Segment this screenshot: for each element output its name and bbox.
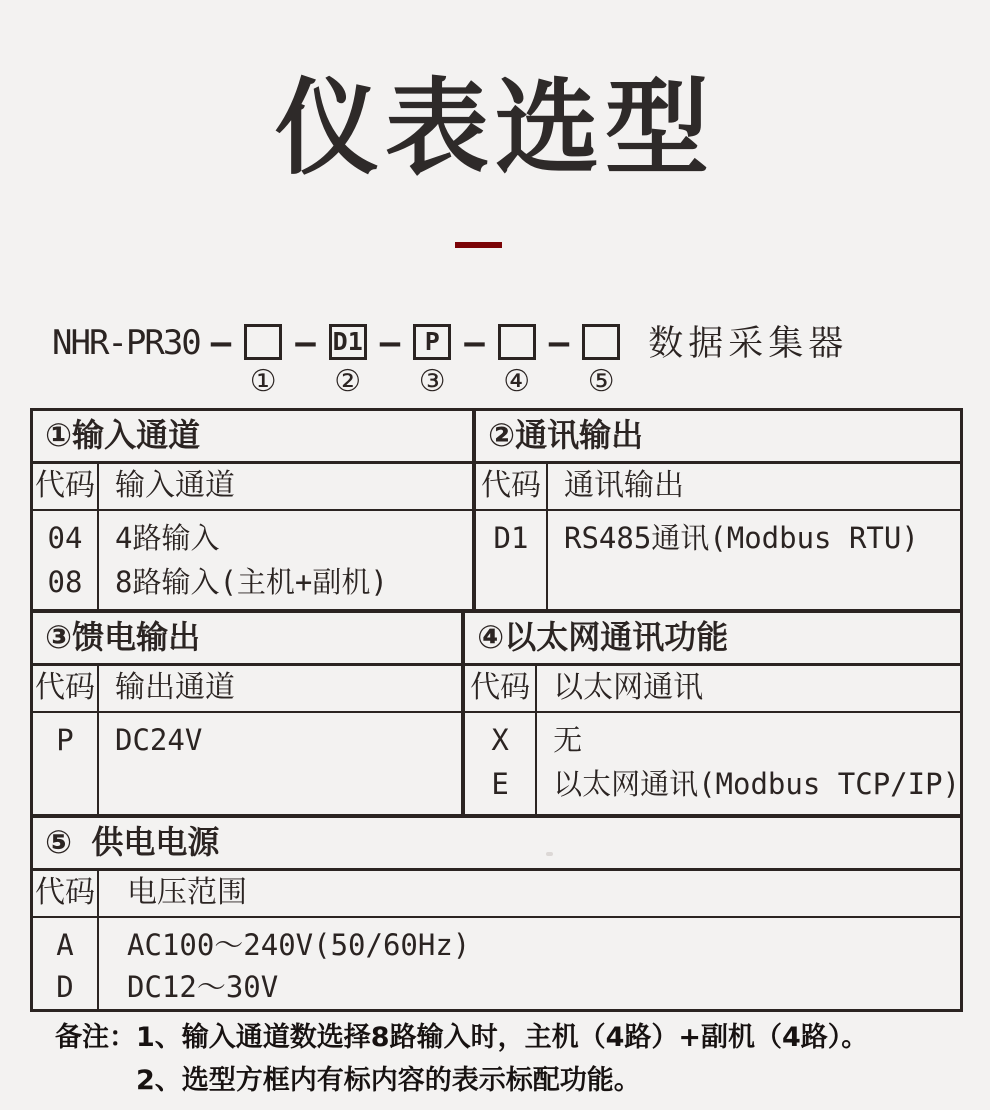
remarks-block <box>55 1023 868 1096</box>
section-3-code-header: 代码 <box>33 666 99 711</box>
model-box-5 <box>582 324 620 360</box>
section-3-subheader <box>33 666 461 713</box>
code-cell: X <box>491 722 509 757</box>
section-1-input-channels <box>33 411 476 609</box>
section-5-power-supply <box>33 818 960 1009</box>
dash-separator: — <box>379 323 401 363</box>
model-box-group-2 <box>327 324 369 397</box>
desc-cell: 无 <box>553 722 583 757</box>
model-code-line <box>52 324 848 397</box>
remark-line-1 <box>55 1023 868 1053</box>
section-2-code-column <box>476 511 548 609</box>
section-4-desc-column <box>537 713 960 814</box>
section-1-code-column <box>33 511 99 609</box>
faint-print-artifact <box>546 852 553 856</box>
section-5-desc-column <box>99 918 960 1009</box>
section-3-body <box>33 713 461 814</box>
section-2-comm-output <box>476 411 960 609</box>
section-1-subheader <box>33 464 472 511</box>
desc-cell: DC12～30V <box>127 970 279 1004</box>
section-5-desc-header: 电压范围 <box>127 875 247 910</box>
section-4-ethernet-comm <box>465 613 960 814</box>
section-3-desc-column <box>99 713 461 814</box>
code-cell: P <box>56 722 74 757</box>
model-box-group-1 <box>242 324 284 397</box>
code-cell: 04 <box>47 521 83 555</box>
page-title: 仪表选型 <box>274 67 715 189</box>
desc-cell: RS485通讯(Modbus RTU) <box>564 521 919 555</box>
section-1-code-header: 代码 <box>33 464 99 509</box>
section-1-desc-column <box>99 511 472 609</box>
code-cell: E <box>491 766 509 801</box>
model-box-group-3 <box>411 324 453 397</box>
section-4-subheader <box>465 666 960 713</box>
section-5-code-header: 代码 <box>33 871 99 916</box>
section-5-title: ⑤ 供电电源 <box>33 818 960 871</box>
section-3-title: ③馈电输出 <box>33 613 461 666</box>
model-suffix: 数据采集器 <box>648 324 849 364</box>
remarks-label: 备注： <box>55 1022 136 1053</box>
dash-separator: — <box>548 323 570 363</box>
section-5-subheader <box>33 871 960 918</box>
section-4-body <box>465 713 960 814</box>
table-row-sections-3-4 <box>33 613 960 818</box>
section-2-desc-header: 通讯输出 <box>564 468 684 503</box>
desc-cell: DC24V <box>115 722 203 757</box>
section-3-desc-header: 输出通道 <box>115 669 235 705</box>
section-4-code-column <box>465 713 537 814</box>
section-5-body <box>33 918 960 1009</box>
section-4-desc-header: 以太网通讯 <box>553 669 704 705</box>
circled-number-2: ② <box>334 364 362 399</box>
code-cell: D1 <box>493 521 529 555</box>
section-2-body <box>476 511 960 609</box>
circled-number-5: ⑤ <box>587 364 615 399</box>
desc-cell: AC100～240V(50/60Hz) <box>127 928 471 962</box>
dash-separator: — <box>464 323 485 363</box>
remark-line-2: 2、选型方框内有标内容的表示标配功能。 <box>136 1065 641 1096</box>
desc-cell: 4路输入 <box>115 521 220 555</box>
section-2-subheader <box>476 464 960 511</box>
code-cell: D <box>56 970 74 1004</box>
section-3-feed-output <box>33 613 465 814</box>
section-1-body <box>33 511 472 609</box>
section-2-desc-column <box>548 511 960 609</box>
desc-cell: 以太网通讯(Modbus TCP/IP) <box>553 766 960 801</box>
section-1-desc-header: 输入通道 <box>115 468 235 503</box>
section-2-code-header: 代码 <box>476 464 548 509</box>
dash-separator: — <box>295 323 316 363</box>
model-box-group-5 <box>580 324 622 397</box>
circled-number-4: ④ <box>503 364 531 399</box>
section-3-code-column <box>33 713 99 814</box>
section-4-code-header: 代码 <box>465 666 537 711</box>
section-1-title: ①输入通道 <box>33 411 472 464</box>
circled-number-1: ① <box>249 364 277 399</box>
table-row-sections-1-2 <box>33 411 960 613</box>
model-prefix: NHR-PR30 <box>52 323 200 363</box>
selection-table <box>30 408 963 1012</box>
model-box-group-4 <box>496 324 538 397</box>
remark-text-1: 1、输入通道数选择8路输入时，主机（4路）+副机（4路）。 <box>136 1022 869 1053</box>
desc-cell: 8路输入(主机+副机) <box>115 565 388 599</box>
model-box-3: P <box>413 324 451 360</box>
section-5-code-column <box>33 918 99 1009</box>
model-box-4 <box>498 324 536 360</box>
model-box-1 <box>244 324 282 360</box>
section-2-title: ②通讯输出 <box>476 411 960 464</box>
dash-separator: — <box>210 323 232 363</box>
title-accent-dash <box>455 242 502 248</box>
section-4-title: ④以太网通讯功能 <box>465 613 960 666</box>
model-box-2: D1 <box>329 324 367 360</box>
code-cell: 08 <box>47 565 83 599</box>
code-cell: A <box>56 928 74 962</box>
circled-number-3: ③ <box>418 364 446 399</box>
